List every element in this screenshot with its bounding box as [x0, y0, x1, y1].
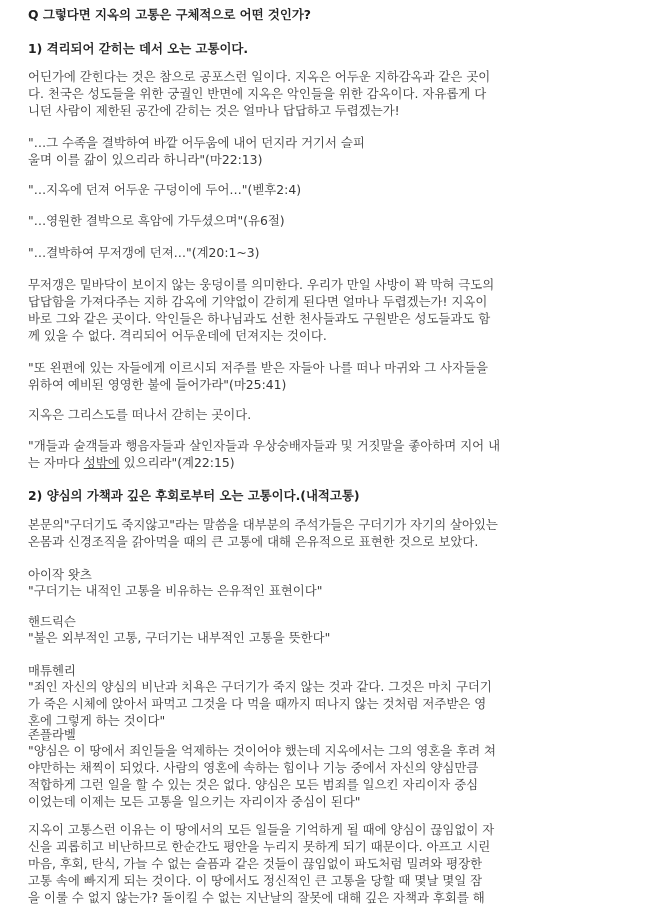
author-henry-quote: "죄인 자신의 양심의 비난과 치욕은 구더기가 죽지 않는 것과 같다. 그것은 마치 구더기 가 죽은 시체에 앉아서 파먹고 그것을 다 먹을 때까지 떠나지 않는 것처럼 저주받은 영 혼에 그렇게 하는 것이다" [28, 679, 492, 728]
section-2-heading: 2) 양심의 가책과 깊은 후회로부터 오는 고통이다.(내적고통) [28, 488, 360, 503]
quote-part: 있으리라"(계22:15) [119, 455, 235, 470]
quote-part: "개들과 술객들과 행음자들과 살인자들과 우상숭배자들과 및 거짓말을 좋아하며 지어 내 는 자마다 [28, 438, 501, 470]
author-hendriksen-name: 핸드릭슨 [28, 614, 76, 629]
section-1-quote-matthew-25: "또 왼편에 있는 자들에게 이르시되 저주를 받은 자들아 나를 떠나 마귀와 그 사자들을 위하여 예비된 영영한 불에 들어가라"(마25:41) [28, 360, 488, 392]
underlined-phrase: 성밖에 [83, 455, 120, 470]
section-1-paragraph-1: 어딘가에 갇힌다는 것은 참으로 공포스런 일이다. 지옥은 어두운 지하감옥과 같은 곳이 다. 천국은 성도들을 위한 궁궐인 반면에 지옥은 악인들을 위한 감옥이다. 자유롭게 다 니던 사람이 제한된 공간에 갇히는 것은 얼마나 답답하고 두렵겠는가! [28, 69, 491, 118]
section-2-paragraph-2: 지옥이 고통스런 이유는 이 땅에서의 모든 일들을 기억하게 될 때에 양심이 끊임없이 자 신을 괴롭히고 비난하므로 한순간도 평안을 누리지 못하게 되기 때문이다. 아프고 시린 마음, 후회, 탄식, 가늘 수 없는 슬픔과 같은 것들이 끊임없이 파도처럼 밀려와 평장한 고통 속에 빠지게 되는 것이다. 이 땅에서도 정신적인 큰 고통을 당할 때 몇날 몇일 잠 을 이룰 수 없지 않는가? 돌이킬 수 없는 지난날의 잘못에 대해 깊은 자책과 후회를 해 [28, 822, 495, 905]
author-hendriksen-quote: "불은 외부적인 고통, 구더기는 내부적인 고통을 뜻한다" [28, 630, 331, 645]
section-1-quote-matthew-22: "…그 수족을 결박하여 바깥 어두움에 내어 던지라 거기서 슬피 울며 이를 갊이 있으리라 하니라"(마22:13) [28, 135, 365, 167]
section-1-paragraph-3: 지옥은 그리스도를 떠나서 갇히는 곳이다. [28, 407, 252, 422]
author-watts-quote: "구더기는 내적인 고통을 비유하는 은유적인 표현이다" [28, 583, 323, 598]
author-henry-name: 매튜헨리 [28, 663, 76, 678]
section-1-quote-jude: "…영원한 결박으로 흑암에 가두셨으며"(유6절) [28, 213, 285, 228]
section-1-quote-revelation-22 [28, 437, 623, 471]
section-1-quote-revelation-20: "…결박하여 무저갱에 던져…"(계20:1~3) [28, 245, 260, 260]
author-watts-name: 아이작 왓츠 [28, 567, 92, 582]
question-title: Q 그렇다면 지옥의 고통은 구체적으로 어떤 것인가? [28, 7, 311, 22]
author-flavel-name: 존플라벨 [28, 727, 76, 742]
section-1-paragraph-2: 무저갱은 밑바닥이 보이지 않는 웅덩이를 의미한다. 우리가 만일 사방이 꽉 막혀 극도의 답답함을 가져다주는 지하 감옥에 기약없이 갇히게 된다면 얼마나 두렵겠는가! 지옥이 바로 그와 같은 곳이다. 악인들은 하나님과도 선한 천사들과도 구원받은 성도들과도 함 께 있을 수 없다. 격리되어 어두운데에 던져지는 것이다. [28, 277, 495, 343]
section-1-heading: 1) 격리되어 갇히는 데서 오는 고통이다. [28, 41, 249, 56]
section-1-quote-2-peter: "…지옥에 던져 어두운 구덩이에 두어…"(벧후2:4) [28, 182, 302, 197]
author-flavel-quote: "양심은 이 땅에서 죄인들을 억제하는 것이어야 했는데 지옥에서는 그의 영혼을 후려 쳐 야만하는 채찍이 되었다. 사람의 영혼에 속하는 힘이나 기능 중에서 자신의 양심만큼 적합하게 그런 일을 할 수 있는 것은 없다. 양심은 모든 범죄를 일으킨 자리이자 중심 이었는데 이제는 모든 고통을 일으키는 자리이자 중심이 된다" [28, 743, 496, 809]
section-2-paragraph-1: 본문의"구더기도 죽지않고"라는 말씀을 대부분의 주석가들은 구더기가 자기의 살아있는 온몸과 신경조직을 갉아먹을 때의 큰 고통에 대해 은유적으로 표현한 것으로 보았다. [28, 517, 498, 549]
